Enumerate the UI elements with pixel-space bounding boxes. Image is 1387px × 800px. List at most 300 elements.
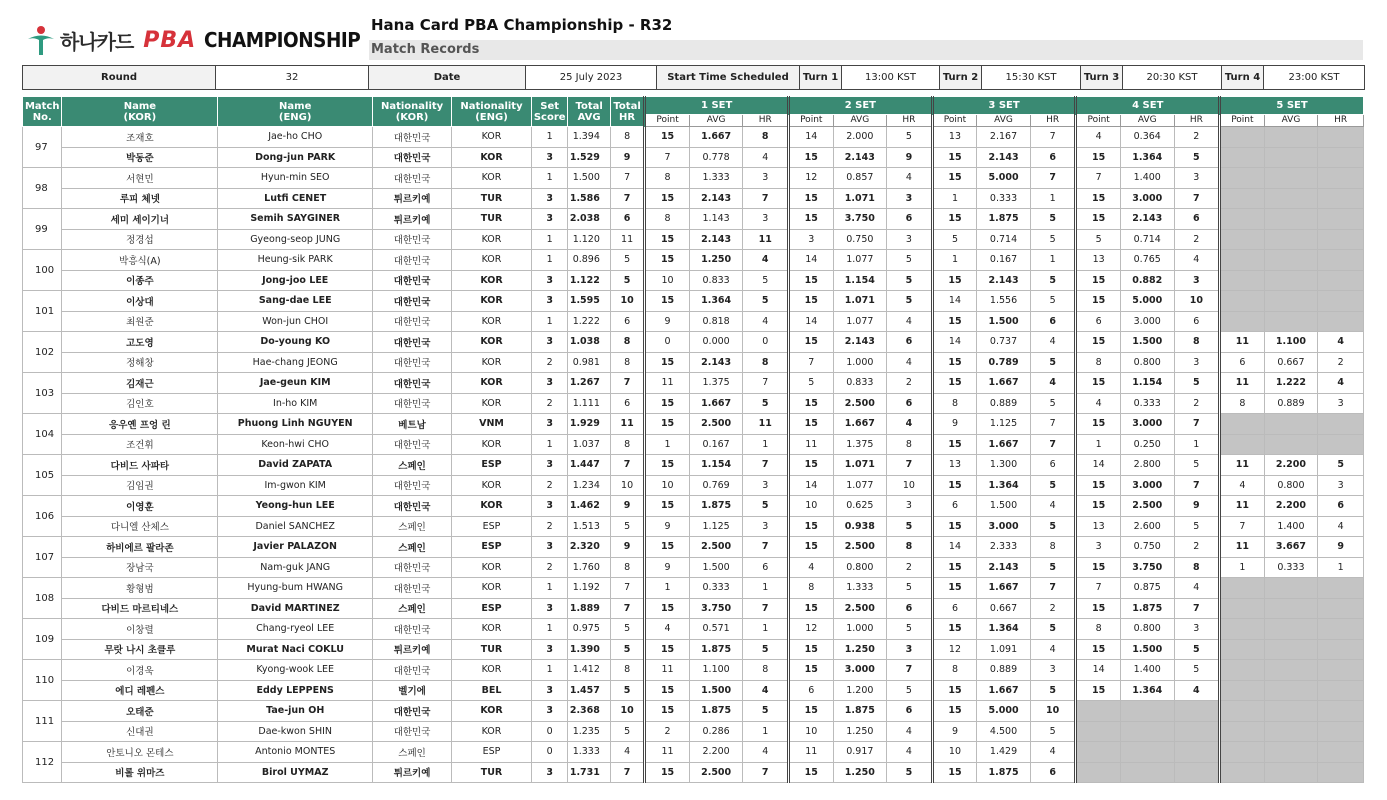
col-set-1-avg: AVG bbox=[689, 115, 743, 127]
col-set-5-point: Point bbox=[1220, 115, 1265, 127]
total-hr: 6 bbox=[610, 209, 644, 230]
set-4-point: 14 bbox=[1076, 660, 1121, 681]
nationality-eng: ESP bbox=[452, 742, 532, 763]
nationality-eng: KOR bbox=[452, 291, 532, 312]
subtitle-bar bbox=[369, 40, 1363, 60]
match-number: 105 bbox=[23, 455, 62, 496]
set-5-empty bbox=[1318, 250, 1364, 271]
set-1-hr: 5 bbox=[743, 291, 789, 312]
set-2-point: 7 bbox=[789, 352, 834, 373]
set-1-hr: 4 bbox=[743, 250, 789, 271]
total-hr: 7 bbox=[610, 578, 644, 599]
set-4-hr: 5 bbox=[1174, 373, 1220, 394]
set-4-point: 5 bbox=[1076, 229, 1121, 250]
col-set-3: 3 SET bbox=[932, 97, 1076, 115]
total-hr: 6 bbox=[610, 311, 644, 332]
total-avg: 1.122 bbox=[568, 270, 611, 291]
set-1-point: 15 bbox=[645, 598, 690, 619]
set-4-avg: 3.000 bbox=[1120, 414, 1174, 435]
set-4-avg: 1.500 bbox=[1120, 639, 1174, 660]
player-name-eng: Jae-geun KIM bbox=[218, 373, 373, 394]
player-name-eng: Murat Naci COKLU bbox=[218, 639, 373, 660]
set-5-point: 11 bbox=[1220, 496, 1265, 517]
player-row bbox=[23, 598, 1364, 619]
set-4-empty bbox=[1174, 762, 1220, 783]
total-avg: 1.234 bbox=[568, 475, 611, 496]
player-row bbox=[23, 496, 1364, 517]
col-set-score: Set Score bbox=[531, 97, 567, 127]
set-3-point: 15 bbox=[932, 434, 977, 455]
turn-3-time: 20:30 KST bbox=[1123, 66, 1222, 90]
set-2-hr: 4 bbox=[887, 311, 933, 332]
player-name-eng: Do-young KO bbox=[218, 332, 373, 353]
player-name-eng: Birol UYMAZ bbox=[218, 762, 373, 783]
total-hr: 8 bbox=[610, 332, 644, 353]
set-4-empty bbox=[1076, 742, 1121, 763]
set-3-point: 15 bbox=[932, 311, 977, 332]
set-1-point: 10 bbox=[645, 475, 690, 496]
set-3-avg: 2.333 bbox=[977, 537, 1031, 558]
set-score: 3 bbox=[531, 270, 567, 291]
set-4-hr: 7 bbox=[1174, 414, 1220, 435]
player-name-kor: 다비드 마르티네스 bbox=[62, 598, 218, 619]
player-name-eng: Phuong Linh NGUYEN bbox=[218, 414, 373, 435]
set-4-point: 3 bbox=[1076, 537, 1121, 558]
set-4-hr: 5 bbox=[1174, 660, 1220, 681]
set-1-avg: 2.143 bbox=[689, 188, 743, 209]
set-4-empty bbox=[1076, 721, 1121, 742]
set-4-hr: 2 bbox=[1174, 393, 1220, 414]
set-5-avg: 1.400 bbox=[1264, 516, 1318, 537]
set-3-hr: 5 bbox=[1030, 229, 1076, 250]
nationality-eng: ESP bbox=[452, 455, 532, 476]
match-number: 98 bbox=[23, 168, 62, 209]
player-name-kor: 정경섭 bbox=[62, 229, 218, 250]
total-hr: 6 bbox=[610, 393, 644, 414]
set-1-hr: 1 bbox=[743, 721, 789, 742]
nationality-kor: 대한민국 bbox=[373, 557, 452, 578]
set-3-point: 15 bbox=[932, 762, 977, 783]
player-row bbox=[23, 229, 1364, 250]
set-4-avg: 0.800 bbox=[1120, 352, 1174, 373]
total-hr: 8 bbox=[610, 127, 644, 148]
nationality-eng: KOR bbox=[452, 373, 532, 394]
set-2-avg: 2.500 bbox=[833, 537, 887, 558]
set-2-hr: 8 bbox=[887, 434, 933, 455]
set-3-point: 15 bbox=[932, 147, 977, 168]
set-1-avg: 0.167 bbox=[689, 434, 743, 455]
set-5-hr: 1 bbox=[1318, 557, 1364, 578]
set-5-empty bbox=[1264, 168, 1318, 189]
set-score: 3 bbox=[531, 414, 567, 435]
total-avg: 1.267 bbox=[568, 373, 611, 394]
set-3-avg: 1.667 bbox=[977, 373, 1031, 394]
set-5-empty bbox=[1220, 147, 1265, 168]
set-2-avg: 1.250 bbox=[833, 721, 887, 742]
set-2-point: 15 bbox=[789, 188, 834, 209]
set-3-hr: 5 bbox=[1030, 557, 1076, 578]
col-set-4: 4 SET bbox=[1076, 97, 1220, 115]
set-1-point: 2 bbox=[645, 721, 690, 742]
set-5-empty bbox=[1264, 147, 1318, 168]
set-2-avg: 1.071 bbox=[833, 188, 887, 209]
col-set-2-avg: AVG bbox=[833, 115, 887, 127]
set-4-point: 4 bbox=[1076, 393, 1121, 414]
set-2-point: 14 bbox=[789, 250, 834, 271]
set-1-hr: 5 bbox=[743, 393, 789, 414]
nationality-kor: 대한민국 bbox=[373, 311, 452, 332]
set-3-point: 15 bbox=[932, 373, 977, 394]
set-4-hr: 4 bbox=[1174, 578, 1220, 599]
set-1-point: 1 bbox=[645, 578, 690, 599]
set-score: 1 bbox=[531, 660, 567, 681]
set-score: 2 bbox=[531, 516, 567, 537]
set-5-empty bbox=[1318, 701, 1364, 722]
nationality-eng: ESP bbox=[452, 516, 532, 537]
set-5-empty bbox=[1220, 762, 1265, 783]
nationality-eng: KOR bbox=[452, 147, 532, 168]
set-4-empty bbox=[1174, 742, 1220, 763]
player-name-eng: Kyong-wook LEE bbox=[218, 660, 373, 681]
set-5-point: 8 bbox=[1220, 393, 1265, 414]
set-5-hr: 4 bbox=[1318, 332, 1364, 353]
hana-logo-icon bbox=[26, 23, 56, 57]
set-1-point: 8 bbox=[645, 168, 690, 189]
set-5-point: 11 bbox=[1220, 537, 1265, 558]
set-1-avg: 1.500 bbox=[689, 557, 743, 578]
total-avg: 1.235 bbox=[568, 721, 611, 742]
set-score: 1 bbox=[531, 311, 567, 332]
player-row bbox=[23, 291, 1364, 312]
player-name-kor: 다비드 사파타 bbox=[62, 455, 218, 476]
player-name-kor: 이영훈 bbox=[62, 496, 218, 517]
turn-4-label: Turn 4 bbox=[1222, 66, 1264, 90]
set-1-avg: 0.833 bbox=[689, 270, 743, 291]
player-row bbox=[23, 270, 1364, 291]
set-1-point: 15 bbox=[645, 229, 690, 250]
set-5-avg: 2.200 bbox=[1264, 455, 1318, 476]
set-3-point: 15 bbox=[932, 516, 977, 537]
set-3-hr: 6 bbox=[1030, 455, 1076, 476]
col-set-5-avg: AVG bbox=[1264, 115, 1318, 127]
match-number: 97 bbox=[23, 127, 62, 168]
set-2-hr: 4 bbox=[887, 168, 933, 189]
match-number: 111 bbox=[23, 701, 62, 742]
set-3-hr: 7 bbox=[1030, 127, 1076, 148]
set-4-hr: 9 bbox=[1174, 496, 1220, 517]
set-4-point: 15 bbox=[1076, 188, 1121, 209]
set-5-hr: 3 bbox=[1318, 393, 1364, 414]
set-2-avg: 2.500 bbox=[833, 598, 887, 619]
player-row bbox=[23, 352, 1364, 373]
nationality-kor: 대한민국 bbox=[373, 701, 452, 722]
set-1-hr: 7 bbox=[743, 762, 789, 783]
set-3-point: 14 bbox=[932, 537, 977, 558]
total-avg: 2.368 bbox=[568, 701, 611, 722]
set-5-empty bbox=[1264, 701, 1318, 722]
match-records-table bbox=[22, 96, 1364, 783]
set-4-point: 15 bbox=[1076, 475, 1121, 496]
set-4-hr: 2 bbox=[1174, 537, 1220, 558]
set-4-hr: 5 bbox=[1174, 455, 1220, 476]
player-row bbox=[23, 721, 1364, 742]
set-5-empty bbox=[1318, 311, 1364, 332]
set-3-point: 15 bbox=[932, 619, 977, 640]
set-4-point: 15 bbox=[1076, 557, 1121, 578]
total-hr: 8 bbox=[610, 434, 644, 455]
set-1-avg: 1.333 bbox=[689, 168, 743, 189]
set-4-avg: 1.400 bbox=[1120, 660, 1174, 681]
set-5-empty bbox=[1318, 619, 1364, 640]
set-5-empty bbox=[1264, 311, 1318, 332]
page-header bbox=[0, 0, 1387, 64]
total-hr: 5 bbox=[610, 721, 644, 742]
player-name-kor: 하비에르 팔라존 bbox=[62, 537, 218, 558]
total-hr: 10 bbox=[610, 475, 644, 496]
player-name-kor: 황형범 bbox=[62, 578, 218, 599]
set-4-hr: 4 bbox=[1174, 680, 1220, 701]
set-2-hr: 7 bbox=[887, 455, 933, 476]
total-avg: 1.457 bbox=[568, 680, 611, 701]
set-2-hr: 6 bbox=[887, 598, 933, 619]
col-set-5-hr: HR bbox=[1318, 115, 1364, 127]
set-5-empty bbox=[1264, 434, 1318, 455]
set-5-empty bbox=[1318, 639, 1364, 660]
set-2-point: 14 bbox=[789, 127, 834, 148]
set-5-avg: 0.800 bbox=[1264, 475, 1318, 496]
set-5-avg: 1.222 bbox=[1264, 373, 1318, 394]
set-3-avg: 1.364 bbox=[977, 619, 1031, 640]
nationality-kor: 대한민국 bbox=[373, 373, 452, 394]
player-row bbox=[23, 434, 1364, 455]
set-1-avg: 0.769 bbox=[689, 475, 743, 496]
set-4-hr: 7 bbox=[1174, 188, 1220, 209]
set-3-point: 13 bbox=[932, 455, 977, 476]
player-name-eng: In-ho KIM bbox=[218, 393, 373, 414]
player-name-eng: Dae-kwon SHIN bbox=[218, 721, 373, 742]
set-5-empty bbox=[1220, 209, 1265, 230]
set-2-avg: 1.375 bbox=[833, 434, 887, 455]
player-name-eng: Jae-ho CHO bbox=[218, 127, 373, 148]
match-number: 108 bbox=[23, 578, 62, 619]
set-2-avg: 1.071 bbox=[833, 291, 887, 312]
set-3-avg: 5.000 bbox=[977, 168, 1031, 189]
col-name-kor: Name (KOR) bbox=[62, 97, 218, 127]
col-name-eng: Name (ENG) bbox=[218, 97, 373, 127]
set-4-avg: 3.750 bbox=[1120, 557, 1174, 578]
player-name-kor: 세미 세이기너 bbox=[62, 209, 218, 230]
set-3-hr: 10 bbox=[1030, 701, 1076, 722]
player-row bbox=[23, 639, 1364, 660]
player-name-eng: Eddy LEPPENS bbox=[218, 680, 373, 701]
set-2-point: 15 bbox=[789, 762, 834, 783]
set-4-avg: 0.875 bbox=[1120, 578, 1174, 599]
set-2-avg: 1.000 bbox=[833, 619, 887, 640]
set-1-avg: 1.154 bbox=[689, 455, 743, 476]
match-number: 110 bbox=[23, 660, 62, 701]
set-3-avg: 2.143 bbox=[977, 557, 1031, 578]
set-score: 3 bbox=[531, 291, 567, 312]
set-3-avg: 0.714 bbox=[977, 229, 1031, 250]
set-1-point: 15 bbox=[645, 496, 690, 517]
set-5-empty bbox=[1318, 168, 1364, 189]
player-name-kor: 이종주 bbox=[62, 270, 218, 291]
player-name-kor: 조재호 bbox=[62, 127, 218, 148]
player-row bbox=[23, 742, 1364, 763]
set-4-point: 15 bbox=[1076, 332, 1121, 353]
set-3-avg: 1.667 bbox=[977, 578, 1031, 599]
set-5-empty bbox=[1318, 578, 1364, 599]
total-avg: 1.929 bbox=[568, 414, 611, 435]
set-2-avg: 1.154 bbox=[833, 270, 887, 291]
nationality-eng: KOR bbox=[452, 701, 532, 722]
player-name-eng: Lutfi CENET bbox=[218, 188, 373, 209]
nationality-kor: 대한민국 bbox=[373, 393, 452, 414]
set-4-hr: 8 bbox=[1174, 332, 1220, 353]
set-5-empty bbox=[1318, 229, 1364, 250]
set-4-empty bbox=[1174, 701, 1220, 722]
hana-card-pba-logo bbox=[26, 22, 374, 58]
set-3-point: 14 bbox=[932, 291, 977, 312]
set-4-avg: 3.000 bbox=[1120, 475, 1174, 496]
set-5-empty bbox=[1318, 147, 1364, 168]
total-avg: 0.896 bbox=[568, 250, 611, 271]
set-2-avg: 0.917 bbox=[833, 742, 887, 763]
set-2-hr: 4 bbox=[887, 414, 933, 435]
set-3-point: 15 bbox=[932, 680, 977, 701]
total-hr: 9 bbox=[610, 147, 644, 168]
set-5-empty bbox=[1318, 721, 1364, 742]
set-1-hr: 11 bbox=[743, 414, 789, 435]
set-3-hr: 5 bbox=[1030, 516, 1076, 537]
set-4-hr: 1 bbox=[1174, 434, 1220, 455]
set-5-empty bbox=[1264, 250, 1318, 271]
set-1-point: 0 bbox=[645, 332, 690, 353]
set-2-point: 15 bbox=[789, 598, 834, 619]
nationality-kor: 튀르키예 bbox=[373, 639, 452, 660]
player-name-kor: 루피 체넷 bbox=[62, 188, 218, 209]
set-5-empty bbox=[1318, 598, 1364, 619]
set-2-point: 3 bbox=[789, 229, 834, 250]
col-set-4-avg: AVG bbox=[1120, 115, 1174, 127]
player-name-eng: Im-gwon KIM bbox=[218, 475, 373, 496]
set-5-empty bbox=[1264, 680, 1318, 701]
set-4-point: 15 bbox=[1076, 291, 1121, 312]
player-name-kor: 장남국 bbox=[62, 557, 218, 578]
player-name-eng: Nam-guk JANG bbox=[218, 557, 373, 578]
total-hr: 7 bbox=[610, 188, 644, 209]
total-hr: 4 bbox=[610, 742, 644, 763]
set-4-hr: 10 bbox=[1174, 291, 1220, 312]
player-row bbox=[23, 127, 1364, 148]
set-1-point: 9 bbox=[645, 557, 690, 578]
nationality-kor: 대한민국 bbox=[373, 168, 452, 189]
nationality-eng: TUR bbox=[452, 639, 532, 660]
set-5-empty bbox=[1264, 660, 1318, 681]
set-5-empty bbox=[1318, 742, 1364, 763]
set-2-hr: 4 bbox=[887, 742, 933, 763]
player-name-kor: 신대권 bbox=[62, 721, 218, 742]
set-4-avg: 0.882 bbox=[1120, 270, 1174, 291]
total-avg: 1.222 bbox=[568, 311, 611, 332]
set-4-point: 8 bbox=[1076, 619, 1121, 640]
set-1-point: 15 bbox=[645, 455, 690, 476]
set-5-empty bbox=[1220, 578, 1265, 599]
set-4-avg: 0.750 bbox=[1120, 537, 1174, 558]
col-set-3-point: Point bbox=[932, 115, 977, 127]
nationality-eng: TUR bbox=[452, 188, 532, 209]
player-name-kor: 조건휘 bbox=[62, 434, 218, 455]
set-3-avg: 0.167 bbox=[977, 250, 1031, 271]
set-1-hr: 1 bbox=[743, 619, 789, 640]
set-5-empty bbox=[1318, 209, 1364, 230]
player-name-eng: Antonio MONTES bbox=[218, 742, 373, 763]
set-5-empty bbox=[1318, 680, 1364, 701]
set-4-avg: 0.250 bbox=[1120, 434, 1174, 455]
set-2-avg: 3.000 bbox=[833, 660, 887, 681]
set-3-point: 14 bbox=[932, 332, 977, 353]
total-hr: 10 bbox=[610, 291, 644, 312]
player-row bbox=[23, 701, 1364, 722]
nationality-kor: 대한민국 bbox=[373, 332, 452, 353]
match-number: 103 bbox=[23, 373, 62, 414]
set-4-point: 15 bbox=[1076, 598, 1121, 619]
set-2-point: 15 bbox=[789, 393, 834, 414]
set-3-hr: 4 bbox=[1030, 496, 1076, 517]
set-1-hr: 3 bbox=[743, 209, 789, 230]
logo-championship-text: CHAMPIONSHIP bbox=[204, 28, 361, 52]
set-score: 1 bbox=[531, 168, 567, 189]
nationality-eng: KOR bbox=[452, 168, 532, 189]
set-3-hr: 3 bbox=[1030, 660, 1076, 681]
player-name-kor: 에디 레펜스 bbox=[62, 680, 218, 701]
nationality-kor: 스페인 bbox=[373, 537, 452, 558]
set-1-avg: 0.286 bbox=[689, 721, 743, 742]
nationality-eng: KOR bbox=[452, 311, 532, 332]
set-3-avg: 5.000 bbox=[977, 701, 1031, 722]
set-4-point: 4 bbox=[1076, 127, 1121, 148]
set-1-hr: 7 bbox=[743, 373, 789, 394]
set-2-point: 4 bbox=[789, 557, 834, 578]
set-4-hr: 5 bbox=[1174, 516, 1220, 537]
set-5-empty bbox=[1220, 639, 1265, 660]
player-row bbox=[23, 414, 1364, 435]
set-5-point: 11 bbox=[1220, 373, 1265, 394]
player-name-eng: Sang-dae LEE bbox=[218, 291, 373, 312]
set-1-avg: 1.500 bbox=[689, 680, 743, 701]
set-1-avg: 3.750 bbox=[689, 598, 743, 619]
set-1-avg: 0.571 bbox=[689, 619, 743, 640]
set-2-hr: 5 bbox=[887, 250, 933, 271]
set-1-avg: 2.200 bbox=[689, 742, 743, 763]
set-2-hr: 3 bbox=[887, 188, 933, 209]
set-2-avg: 0.800 bbox=[833, 557, 887, 578]
set-1-hr: 11 bbox=[743, 229, 789, 250]
nationality-kor: 대한민국 bbox=[373, 721, 452, 742]
set-3-avg: 4.500 bbox=[977, 721, 1031, 742]
nationality-eng: ESP bbox=[452, 537, 532, 558]
set-2-hr: 5 bbox=[887, 762, 933, 783]
player-row bbox=[23, 660, 1364, 681]
set-5-empty bbox=[1318, 414, 1364, 435]
set-score: 3 bbox=[531, 496, 567, 517]
set-4-point: 14 bbox=[1076, 455, 1121, 476]
set-1-hr: 7 bbox=[743, 188, 789, 209]
set-4-avg: 2.500 bbox=[1120, 496, 1174, 517]
set-5-point: 1 bbox=[1220, 557, 1265, 578]
nationality-kor: 대한민국 bbox=[373, 229, 452, 250]
total-hr: 5 bbox=[610, 250, 644, 271]
